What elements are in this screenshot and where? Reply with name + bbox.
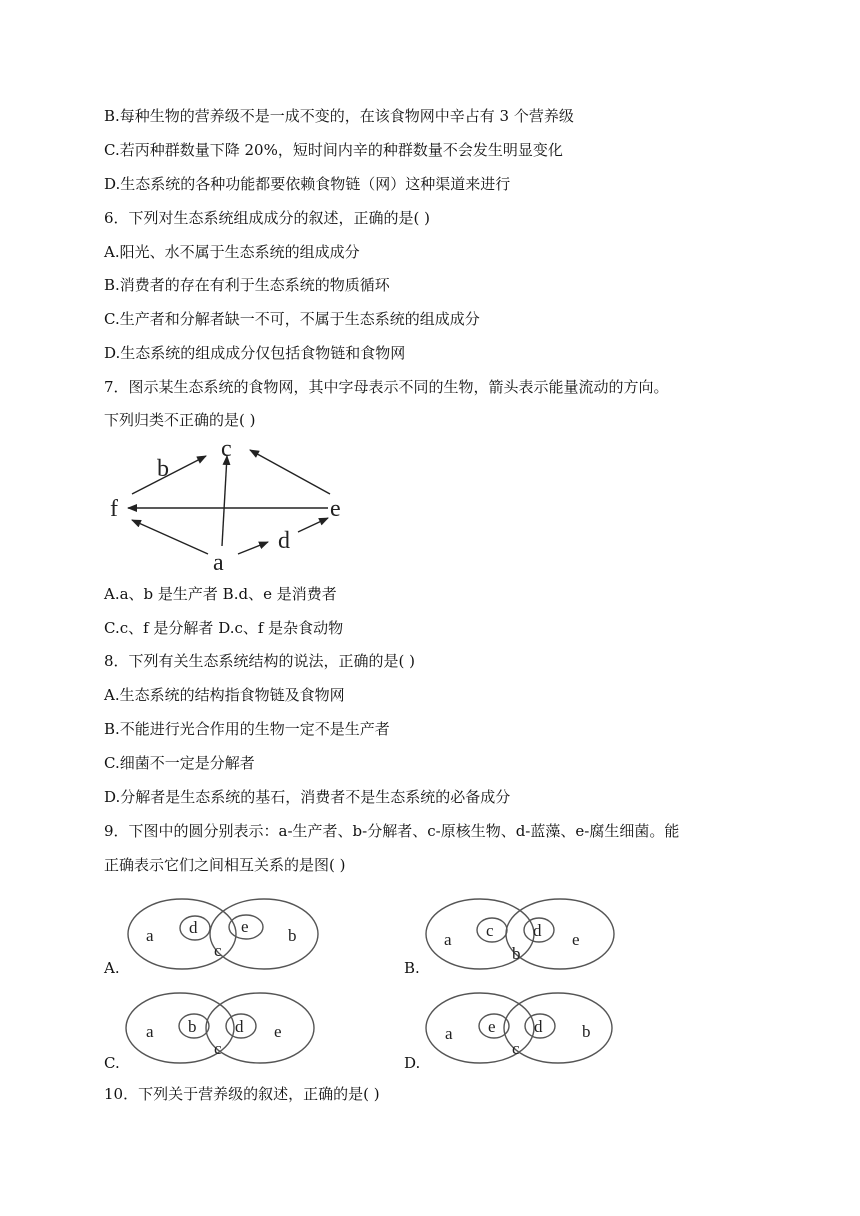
q6-option-a: A.阳光、水不属于生态系统的组成成分 — [104, 243, 360, 261]
node-c: c — [221, 436, 232, 462]
svg-text:c: c — [512, 1039, 520, 1058]
arrow-f-c — [132, 456, 206, 494]
q6-option-c: C.生产者和分解者缺一不可，不属于生态系统的组成成分 — [104, 310, 480, 328]
svg-text:e: e — [572, 930, 580, 949]
question-6: 6．下列对生态系统组成成分的叙述，正确的是( ) — [104, 209, 431, 227]
question-7-line2: 下列归类不正确的是( ) — [104, 411, 256, 429]
q7-options-ab: A.a、b 是生产者 B.d、e 是消费者 — [104, 585, 337, 603]
q8-option-a: A.生态系统的结构指食物链及食物网 — [104, 686, 345, 704]
venn-b-label: B. — [404, 959, 420, 977]
svg-text:b: b — [512, 944, 521, 963]
line-2: C.若丙种群数量下降 20%，短时间内辛的种群数量不会发生明显变化 — [104, 141, 563, 159]
question-10: 10．下列关于营养级的叙述，正确的是( ) — [104, 1085, 380, 1103]
svg-text:b: b — [288, 926, 297, 945]
arrow-a-c — [222, 456, 227, 546]
arrow-d-e — [298, 518, 328, 532]
q8-option-c: C.细菌不一定是分解者 — [104, 754, 255, 772]
svg-text:d: d — [235, 1017, 244, 1036]
q6-option-d: D.生态系统的组成成分仅包括食物链和食物网 — [104, 344, 406, 362]
svg-text:c: c — [486, 921, 494, 940]
venn-diagram-d — [422, 990, 622, 1070]
q8-option-b: B.不能进行光合作用的生物一定不是生产者 — [104, 720, 390, 738]
svg-text:a: a — [445, 1024, 453, 1043]
node-e: e — [330, 496, 341, 522]
svg-text:a: a — [146, 926, 154, 945]
svg-text:a: a — [444, 930, 452, 949]
venn-a-label: A. — [104, 959, 120, 977]
question-9-line1: 9．下图中的圆分别表示：a-生产者、b-分解者、c-原核生物、d-蓝藻、e-腐生细菌。能 — [104, 822, 680, 840]
question-9-line2: 正确表示它们之间相互关系的是图( ) — [104, 856, 346, 874]
svg-text:d: d — [534, 1017, 543, 1036]
food-web-diagram — [100, 432, 360, 578]
venn-diagram-b — [422, 896, 622, 976]
svg-text:e: e — [241, 917, 249, 936]
svg-text:b: b — [188, 1017, 197, 1036]
q7-options-cd: C.c、f 是分解者 D.c、f 是杂食动物 — [104, 619, 344, 637]
svg-text:a: a — [146, 1022, 154, 1041]
svg-text:e: e — [488, 1017, 496, 1036]
svg-text:e: e — [274, 1022, 282, 1041]
node-f: f — [110, 496, 118, 522]
venn-c-label: C. — [104, 1054, 120, 1072]
svg-text:b: b — [582, 1022, 591, 1041]
svg-text:c: c — [214, 1039, 222, 1058]
q6-option-b: B.消费者的存在有利于生态系统的物质循环 — [104, 276, 390, 294]
svg-text:d: d — [533, 921, 542, 940]
node-a: a — [213, 550, 224, 576]
venn-diagram-c — [122, 990, 322, 1070]
svg-text:c: c — [214, 941, 222, 960]
line-3: D.生态系统的各种功能都要依赖食物链（网）这种渠道来进行 — [104, 175, 511, 193]
line-1: B.每种生物的营养级不是一成不变的，在该食物网中辛占有 3 个营养级 — [104, 107, 574, 125]
question-7-line1: 7．图示某生态系统的食物网，其中字母表示不同的生物，箭头表示能量流动的方向。 — [104, 378, 669, 396]
arrow-e-c — [250, 450, 330, 494]
q8-option-d: D.分解者是生态系统的基石，消费者不是生态系统的必备成分 — [104, 788, 511, 806]
venn-d-label: D. — [404, 1054, 421, 1072]
svg-text:d: d — [189, 918, 198, 937]
venn-diagram-a — [124, 896, 324, 976]
question-8: 8．下列有关生态系统结构的说法，正确的是( ) — [104, 652, 416, 670]
node-d: d — [278, 528, 290, 554]
arrow-a-d — [238, 542, 268, 554]
node-b: b — [157, 456, 169, 482]
arrow-a-f — [132, 520, 208, 554]
